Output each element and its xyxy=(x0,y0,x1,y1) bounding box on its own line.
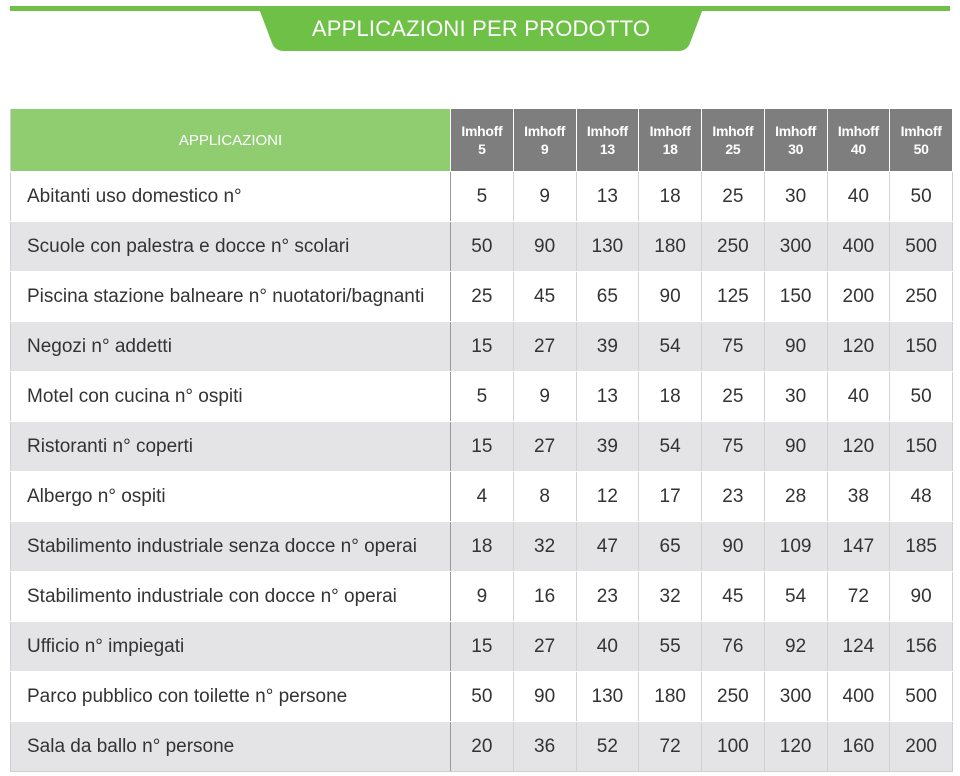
capacity-cell: 12 xyxy=(576,472,639,522)
table-row xyxy=(11,222,953,272)
capacity-cell: 8 xyxy=(513,472,576,522)
capacity-cell: 13 xyxy=(576,372,639,422)
capacity-cell: 65 xyxy=(639,522,702,572)
capacity-cell: 90 xyxy=(890,572,953,622)
capacity-cell: 18 xyxy=(639,372,702,422)
capacity-cell: 100 xyxy=(702,722,765,772)
capacity-cell: 25 xyxy=(702,172,765,222)
capacity-cell: 30 xyxy=(764,172,827,222)
capacity-cell: 4 xyxy=(451,472,514,522)
capacity-cell: 120 xyxy=(827,322,890,372)
capacity-cell: 250 xyxy=(890,272,953,322)
application-label: Scuole con palestra e docce n° scolari xyxy=(11,222,451,272)
capacity-cell: 5 xyxy=(451,372,514,422)
capacity-cell: 54 xyxy=(639,322,702,372)
model-column-header: Imhoff 18 xyxy=(639,109,702,172)
capacity-cell: 50 xyxy=(890,372,953,422)
capacity-cell: 124 xyxy=(827,622,890,672)
model-column-header: Imhoff 25 xyxy=(702,109,765,172)
capacity-cell: 300 xyxy=(764,222,827,272)
capacity-cell: 32 xyxy=(639,572,702,622)
capacity-cell: 90 xyxy=(764,322,827,372)
capacity-cell: 40 xyxy=(827,172,890,222)
table-row xyxy=(11,322,953,372)
capacity-cell: 55 xyxy=(639,622,702,672)
capacity-cell: 45 xyxy=(702,572,765,622)
capacity-cell: 90 xyxy=(513,222,576,272)
capacity-cell: 27 xyxy=(513,322,576,372)
capacity-cell: 130 xyxy=(576,222,639,272)
capacity-cell: 50 xyxy=(451,222,514,272)
capacity-cell: 40 xyxy=(827,372,890,422)
capacity-cell: 109 xyxy=(764,522,827,572)
capacity-cell: 9 xyxy=(513,172,576,222)
table-row xyxy=(11,622,953,672)
capacity-cell: 185 xyxy=(890,522,953,572)
application-label: Ufficio n° impiegati xyxy=(11,622,451,672)
capacity-cell: 72 xyxy=(639,722,702,772)
application-label: Ristoranti n° coperti xyxy=(11,422,451,472)
capacity-cell: 50 xyxy=(451,672,514,722)
capacity-cell: 32 xyxy=(513,522,576,572)
capacity-cell: 50 xyxy=(890,172,953,222)
table-header-row xyxy=(11,109,953,172)
capacity-cell: 180 xyxy=(639,672,702,722)
capacity-cell: 147 xyxy=(827,522,890,572)
capacity-cell: 17 xyxy=(639,472,702,522)
table-row xyxy=(11,272,953,322)
table-row xyxy=(11,422,953,472)
capacity-cell: 27 xyxy=(513,422,576,472)
capacity-cell: 180 xyxy=(639,222,702,272)
table-row xyxy=(11,722,953,772)
application-label: Sala da ballo n° persone xyxy=(11,722,451,772)
capacity-cell: 200 xyxy=(827,272,890,322)
applications-column-header: APPLICAZIONI xyxy=(11,109,451,172)
capacity-cell: 90 xyxy=(639,272,702,322)
capacity-cell: 400 xyxy=(827,672,890,722)
capacity-cell: 18 xyxy=(639,172,702,222)
application-label: Piscina stazione balneare n° nuotatori/bagnanti xyxy=(11,272,451,322)
model-column-header: Imhoff 13 xyxy=(576,109,639,172)
capacity-cell: 15 xyxy=(451,622,514,672)
capacity-cell: 54 xyxy=(764,572,827,622)
page-title: APPLICAZIONI PER PRODOTTO xyxy=(311,16,651,41)
capacity-cell: 30 xyxy=(764,372,827,422)
capacity-cell: 90 xyxy=(764,422,827,472)
capacity-cell: 200 xyxy=(890,722,953,772)
model-column-header: Imhoff 40 xyxy=(827,109,890,172)
capacity-cell: 500 xyxy=(890,222,953,272)
capacity-cell: 90 xyxy=(513,672,576,722)
application-label: Stabilimento industriale con docce n° operai xyxy=(11,572,451,622)
table-row xyxy=(11,672,953,722)
model-column-header: Imhoff 50 xyxy=(890,109,953,172)
table-row xyxy=(11,172,953,222)
page-title-tab xyxy=(258,6,704,51)
capacity-cell: 25 xyxy=(451,272,514,322)
capacity-cell: 72 xyxy=(827,572,890,622)
capacity-cell: 15 xyxy=(451,322,514,372)
application-label: Parco pubblico con toilette n° persone xyxy=(11,672,451,722)
capacity-cell: 54 xyxy=(639,422,702,472)
capacity-cell: 23 xyxy=(702,472,765,522)
capacity-cell: 39 xyxy=(576,322,639,372)
capacity-cell: 92 xyxy=(764,622,827,672)
capacity-cell: 150 xyxy=(890,322,953,372)
capacity-cell: 76 xyxy=(702,622,765,672)
capacity-cell: 120 xyxy=(764,722,827,772)
capacity-cell: 90 xyxy=(702,522,765,572)
capacity-cell: 9 xyxy=(451,572,514,622)
capacity-cell: 48 xyxy=(890,472,953,522)
capacity-cell: 130 xyxy=(576,672,639,722)
capacity-cell: 23 xyxy=(576,572,639,622)
capacity-cell: 20 xyxy=(451,722,514,772)
application-label: Stabilimento industriale senza docce n° operai xyxy=(11,522,451,572)
applications-table xyxy=(10,108,953,772)
capacity-cell: 15 xyxy=(451,422,514,472)
model-column-header: Imhoff 5 xyxy=(451,109,514,172)
capacity-cell: 250 xyxy=(702,672,765,722)
capacity-cell: 160 xyxy=(827,722,890,772)
capacity-cell: 47 xyxy=(576,522,639,572)
application-label: Motel con cucina n° ospiti xyxy=(11,372,451,422)
application-label: Albergo n° ospiti xyxy=(11,472,451,522)
capacity-cell: 39 xyxy=(576,422,639,472)
capacity-cell: 250 xyxy=(702,222,765,272)
model-column-header: Imhoff 30 xyxy=(764,109,827,172)
table-row xyxy=(11,522,953,572)
capacity-cell: 40 xyxy=(576,622,639,672)
table-row xyxy=(11,472,953,522)
capacity-cell: 5 xyxy=(451,172,514,222)
capacity-cell: 150 xyxy=(764,272,827,322)
capacity-cell: 75 xyxy=(702,422,765,472)
capacity-cell: 120 xyxy=(827,422,890,472)
capacity-cell: 52 xyxy=(576,722,639,772)
capacity-cell: 156 xyxy=(890,622,953,672)
capacity-cell: 150 xyxy=(890,422,953,472)
capacity-cell: 45 xyxy=(513,272,576,322)
capacity-cell: 65 xyxy=(576,272,639,322)
capacity-cell: 13 xyxy=(576,172,639,222)
capacity-cell: 25 xyxy=(702,372,765,422)
capacity-cell: 16 xyxy=(513,572,576,622)
capacity-cell: 500 xyxy=(890,672,953,722)
capacity-cell: 400 xyxy=(827,222,890,272)
capacity-cell: 75 xyxy=(702,322,765,372)
model-column-header: Imhoff 9 xyxy=(513,109,576,172)
capacity-cell: 27 xyxy=(513,622,576,672)
capacity-cell: 18 xyxy=(451,522,514,572)
table-row xyxy=(11,572,953,622)
application-label: Negozi n° addetti xyxy=(11,322,451,372)
application-label: Abitanti uso domestico n° xyxy=(11,172,451,222)
capacity-cell: 36 xyxy=(513,722,576,772)
capacity-cell: 28 xyxy=(764,472,827,522)
table-row xyxy=(11,372,953,422)
capacity-cell: 9 xyxy=(513,372,576,422)
capacity-cell: 38 xyxy=(827,472,890,522)
capacity-cell: 300 xyxy=(764,672,827,722)
capacity-cell: 125 xyxy=(702,272,765,322)
